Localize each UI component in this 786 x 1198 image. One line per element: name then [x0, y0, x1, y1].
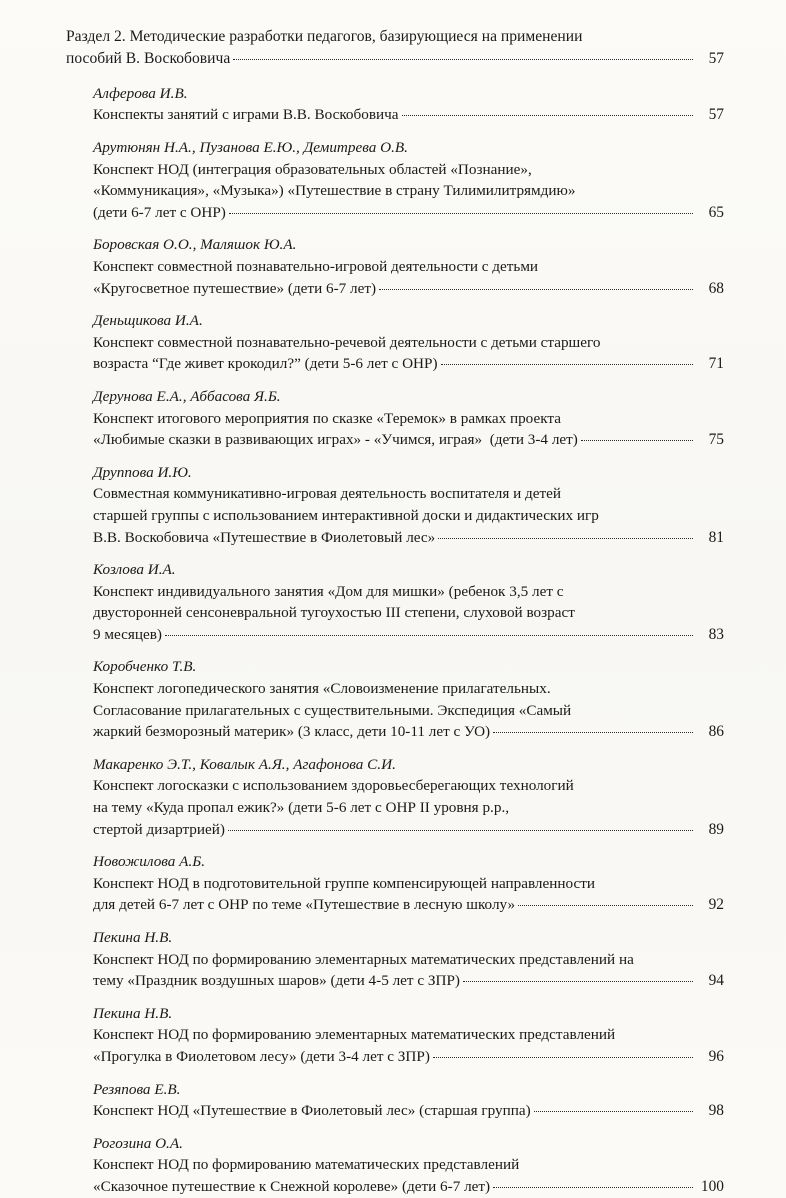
entry-authors: Резяпова Е.В. [93, 1080, 181, 1098]
section-heading [66, 26, 724, 71]
dot-leader [463, 981, 693, 982]
entry-authors: Пекина Н.В. [93, 929, 173, 946]
toc-entry[interactable] [93, 927, 724, 992]
entry-authors: Козлова И.А. [93, 561, 176, 579]
dot-leader [493, 732, 693, 733]
toc-entry[interactable] [93, 310, 724, 375]
entry-title-last-line [93, 894, 724, 916]
dot-leader [228, 830, 693, 831]
dot-leader [233, 59, 693, 60]
entry-authors: Арутюнян Н.А., Пузанова Е.Ю., Демитрева О.В. [93, 139, 408, 156]
entry-page-number[interactable]: 68 [708, 279, 724, 297]
entry-page-number[interactable]: 57 [708, 106, 724, 124]
entry-page-number[interactable]: 92 [708, 896, 724, 914]
dot-leader [534, 1111, 693, 1112]
entry-title-last-line [93, 278, 724, 300]
entry-page-number[interactable]: 89 [708, 820, 724, 838]
entry-title-line: Конспект логопедического занятия «Словоизменение прилагательных. [93, 680, 551, 698]
dot-leader [402, 115, 693, 116]
toc-entry[interactable] [93, 1133, 724, 1198]
entry-title-line: Конспект НОД (интеграция образовательных областей «Познание», [93, 160, 532, 178]
entry-title-line: стертой дизартрией) [93, 820, 225, 838]
entry-title-line: Конспект итогового мероприятия по сказке «Теремок» в рамках проекта [93, 409, 561, 427]
entry-page-number[interactable]: 98 [708, 1102, 724, 1120]
entry-title-last-line [93, 1176, 724, 1198]
dot-leader [518, 905, 693, 906]
entry-title-line: Согласование прилагательных с существительными. Экспедиция «Самый [93, 701, 572, 719]
entry-authors: Пекина Н.В. [93, 1004, 173, 1022]
section-page-number: 57 [708, 50, 724, 68]
toc-entry[interactable] [93, 462, 724, 548]
entry-authors: Новожилова А.Б. [93, 853, 205, 871]
dot-leader [229, 213, 693, 214]
entry-title-last-line [93, 353, 724, 375]
entry-title-line: Конспект совместной познавательно-игровой деятельности с детьми [93, 257, 539, 275]
dot-leader [379, 289, 693, 290]
entry-title-line: «Кругосветное путешествие» (дети 6-7 лет) [93, 279, 377, 297]
entry-title-line: Конспект НОД по формированию элементарных математических представлений на [93, 950, 634, 968]
entry-authors: Рогозина О.А. [93, 1134, 183, 1152]
dot-leader [441, 364, 693, 365]
entry-title-line: Конспект НОД по формированию математических представлений [93, 1156, 520, 1174]
dot-leader [438, 538, 693, 539]
entry-authors: Макаренко Э.Т., Ковалык А.Я., Агафонова С.И. [93, 755, 396, 773]
entry-title-line: Конспект НОД по формированию элементарных математических представлений [93, 1026, 616, 1044]
entry-title-line: (дети 6-7 лет с ОНР) [93, 203, 226, 221]
entry-title-last-line [93, 202, 724, 224]
toc-entry-list [66, 83, 724, 1198]
entry-title-last-line [93, 429, 724, 451]
entry-title-last-line [93, 721, 724, 743]
entry-page-number[interactable]: 65 [708, 203, 724, 221]
entry-page-number[interactable]: 96 [708, 1047, 724, 1065]
entry-title-line: В.В. Воскобовича «Путешествие в Фиолетовый лес» [93, 528, 436, 546]
entry-title-line: старшей группы с использованием интерактивной доски и дидактических игр [93, 506, 599, 524]
entry-title-line: Конспект индивидуального занятия «Дом для мишки» (ребенок 3,5 лет с [93, 582, 564, 600]
entry-title-last-line [93, 624, 724, 646]
entry-title-line: «Любимые сказки в развивающих играх» - «Учимся, играя» (дети 3-4 лет) [93, 431, 578, 449]
dot-leader [433, 1057, 693, 1058]
entry-authors: Коробченко Т.В. [93, 658, 197, 676]
entry-title-line: Совместная коммуникативно-игровая деятельность воспитателя и детей [93, 485, 562, 503]
toc-entry[interactable] [93, 386, 724, 451]
entry-title-line: Конспект логосказки с использованием здоровьесберегающих технологий [93, 777, 574, 795]
entry-title-line: «Сказочное путешествие к Снежной королеве» (дети 6-7 лет) [93, 1177, 491, 1195]
entry-authors: Друппова И.Ю. [93, 463, 192, 481]
section-heading-line-2: пособий В. Воскобовича [66, 50, 231, 68]
entry-page-number[interactable]: 94 [708, 972, 724, 990]
entry-authors: Боровская О.О., Маляшок Ю.А. [93, 236, 297, 254]
toc-entry[interactable] [93, 559, 724, 645]
toc-entry[interactable] [93, 754, 724, 840]
dot-leader [493, 1187, 693, 1188]
entry-title-last-line [93, 104, 724, 126]
entry-page-number[interactable]: 71 [708, 355, 724, 373]
toc-entry[interactable] [93, 83, 724, 126]
entry-title-line: тему «Праздник воздушных шаров» (дети 4-5 лет с ЗПР) [93, 972, 460, 990]
entry-authors: Дерунова Е.А., Аббасова Я.Б. [93, 387, 281, 405]
entry-title-line: двусторонней сенсоневральной тугоухостью III степени, слуховой возраст [93, 604, 575, 622]
toc-entry[interactable] [93, 234, 724, 299]
entry-title-line: возраста “Где живет крокодил?” (дети 5-6 лет с ОНР) [93, 355, 438, 373]
entry-title-line: 9 месяцев) [93, 625, 162, 643]
entry-title-last-line [93, 970, 724, 992]
section-heading-line-1: Раздел 2. Методические разработки педагогов, базирующиеся на применении [66, 28, 583, 45]
entry-title-last-line [93, 819, 724, 841]
entry-authors: Деньщикова И.А. [93, 312, 203, 330]
entry-authors: Алферова И.В. [93, 84, 188, 102]
entry-page-number[interactable]: 83 [708, 625, 724, 643]
toc-entry[interactable] [93, 1079, 724, 1122]
entry-page-number[interactable]: 100 [700, 1177, 724, 1195]
toc-entry[interactable] [93, 851, 724, 916]
entry-title-line: Конспект НОД «Путешествие в Фиолетовый лес» (старшая группа) [93, 1102, 531, 1120]
entry-title-last-line [93, 527, 724, 549]
toc-entry[interactable] [93, 137, 724, 223]
entry-title-last-line [93, 1100, 724, 1122]
entry-title-line: Конспект совместной познавательно-речевой деятельности с детьми старшего [93, 333, 601, 351]
toc-entry[interactable] [93, 1003, 724, 1068]
entry-title-line: «Коммуникация», «Музыка») «Путешествие в страну Тилимилитрямдию» [93, 182, 576, 200]
entry-page-number[interactable]: 75 [708, 431, 724, 449]
toc-entry[interactable] [93, 656, 724, 742]
entry-title-line: для детей 6-7 лет с ОНР по теме «Путешествие в лесную школу» [93, 896, 516, 914]
entry-page-number[interactable]: 86 [708, 723, 724, 741]
dot-leader [165, 635, 693, 636]
dot-leader [581, 440, 693, 441]
entry-title-line: на тему «Куда пропал ежик?» (дети 5-6 лет с ОНР II уровня р.р., [93, 799, 510, 817]
entry-title-line: Конспект НОД в подготовительной группе компенсирующей направленности [93, 874, 595, 892]
section-heading-last-line [66, 48, 724, 70]
entry-title-line: Конспекты занятий с играми В.В. Воскобовича [93, 106, 399, 124]
entry-title-line: «Прогулка в Фиолетовом лесу» (дети 3-4 лет с ЗПР) [93, 1047, 430, 1065]
entry-page-number[interactable]: 81 [708, 528, 724, 546]
entry-title-last-line [93, 1046, 724, 1068]
entry-title-line: жаркий безморозный материк» (3 класс, дети 10-11 лет с УО) [93, 723, 491, 741]
